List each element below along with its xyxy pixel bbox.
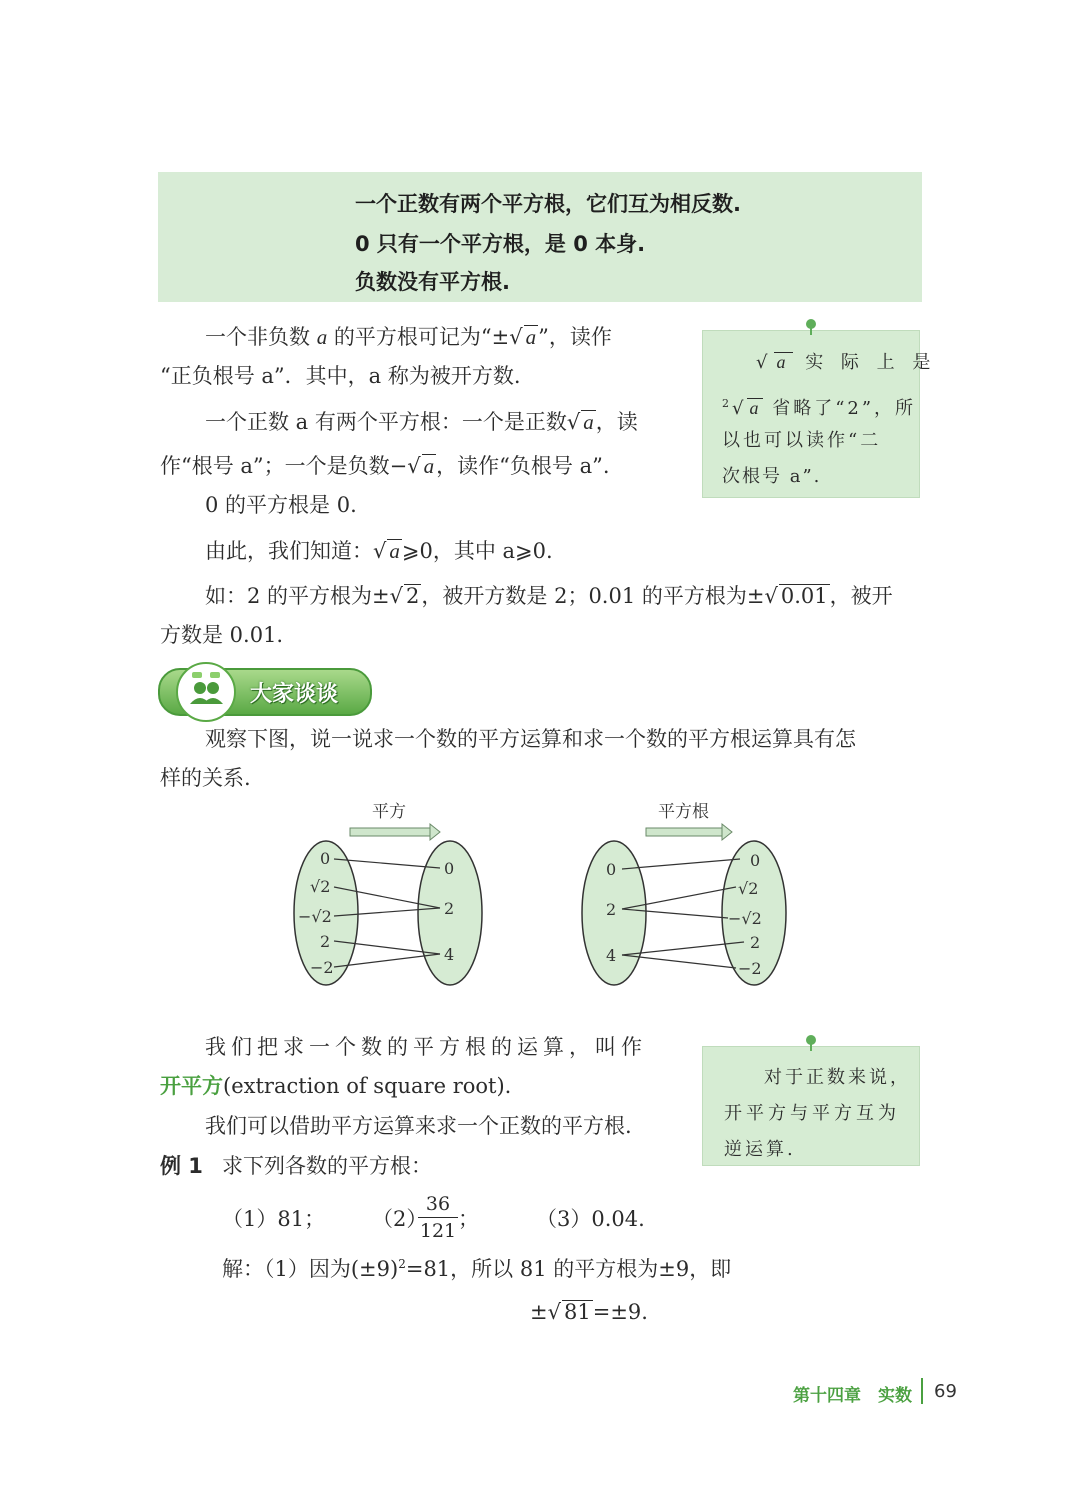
para6-line2: 开平方(extraction of square root).	[160, 1074, 512, 1098]
arrow-label: 平方	[372, 802, 406, 822]
example-item-3: （3）0.04.	[536, 1207, 645, 1231]
footer-divider	[921, 1378, 923, 1404]
right-item: 0	[750, 851, 761, 870]
para4: 由此，我们知道：√ a⩾0，其中 a⩾0.	[205, 539, 553, 563]
discuss-label: 大家谈谈	[250, 682, 339, 707]
right-item: 2	[750, 933, 761, 952]
pin-icon	[806, 319, 816, 329]
para5-line1: 如：2 的平方根为±√ 2，被开方数是 2；0.01 的平方根为±√ 0.01，被开	[205, 584, 893, 608]
footer-chapter: 第十四章 实数	[793, 1386, 912, 1406]
term-kaipingfang: 开平方	[160, 1074, 223, 1098]
key-line-3: 负数没有平方根.	[355, 270, 510, 294]
note2-line2: 开平方与平方互为	[724, 1103, 900, 1124]
square-mapping-diagram	[290, 795, 500, 990]
solution-result: ±√ 81=±9.	[530, 1300, 648, 1324]
right-item: −2	[738, 959, 762, 978]
arrow-label: 平方根	[658, 802, 709, 822]
key-line-2: 0 只有一个平方根，是 0 本身.	[355, 232, 646, 256]
para6-line3: 我们可以借助平方运算来求一个正数的平方根.	[205, 1114, 632, 1138]
discuss-icon-circle	[176, 662, 236, 722]
note2-line3: 逆运算.	[724, 1139, 796, 1160]
para6-line1: 我们把求一个数的平方根的运算，叫作	[205, 1035, 647, 1059]
example-item-1: （1）81；	[222, 1207, 326, 1231]
note2-line1: 对于正数来说，	[764, 1067, 911, 1088]
para1-line2: “正负根号 a”．其中，a 称为被开方数.	[160, 364, 521, 388]
key-line-1: 一个正数有两个平方根，它们互为相反数.	[355, 192, 741, 216]
note1-line3: 以也可以读作“二	[722, 430, 882, 451]
solution-line: 解：（1）因为$(\pm 9)^2=81$，所以 81 的平方根为±9，即	[222, 1257, 732, 1281]
map-arrow	[350, 828, 430, 836]
left-item: −√2	[298, 907, 332, 926]
example-prompt: 求下列各数的平方根：	[222, 1154, 432, 1178]
note1-line4: 次根号 a”.	[722, 466, 822, 487]
map-arrow	[646, 828, 722, 836]
right-item: 2	[444, 899, 455, 918]
left-item: 2	[606, 900, 617, 919]
para5-line2: 方数是 0.01.	[160, 623, 284, 647]
discuss-question-1: 观察下图，说一说求一个数的平方运算和求一个数的平方根运算具有怎	[205, 727, 856, 751]
para2-line1: 一个正数 a 有两个平方根：一个是正数√ a，读	[205, 410, 638, 434]
right-item: √2	[738, 879, 759, 898]
numerator: 36	[425, 1193, 451, 1215]
para1-line1: 一个非负数 a 的平方根可记为“±√ a”，读作	[205, 325, 612, 349]
para3: 0 的平方根是 0.	[205, 493, 357, 517]
radicand: a	[525, 325, 537, 349]
people-icon	[178, 664, 234, 720]
page-number: 69	[934, 1381, 957, 1402]
left-item: √2	[310, 877, 331, 896]
left-item: 0	[606, 860, 617, 879]
example-label: 例 1	[160, 1154, 203, 1178]
left-item: 4	[606, 946, 617, 965]
right-item: 0	[444, 859, 455, 878]
right-item: 4	[444, 945, 455, 964]
pin-icon	[806, 1035, 816, 1045]
square-root-mapping-diagram	[578, 795, 793, 990]
note1-line1: √ a 实 际 上 是	[756, 352, 937, 373]
key-concept-box	[158, 172, 922, 302]
note1-line2: $^2$√ a 省略了“2”，所	[722, 397, 917, 419]
fraction	[418, 1193, 458, 1242]
right-item: −√2	[728, 909, 762, 928]
left-item: −2	[310, 958, 334, 977]
left-item: 2	[320, 932, 331, 951]
example-item-2-label: （2）	[372, 1207, 428, 1231]
left-item: 0	[320, 849, 331, 868]
denominator: 121	[419, 1220, 457, 1242]
para2-line2: 作“根号 a”；一个是负数−√ a，读作“负根号 a”.	[160, 454, 610, 478]
discuss-question-2: 样的关系.	[160, 766, 251, 790]
